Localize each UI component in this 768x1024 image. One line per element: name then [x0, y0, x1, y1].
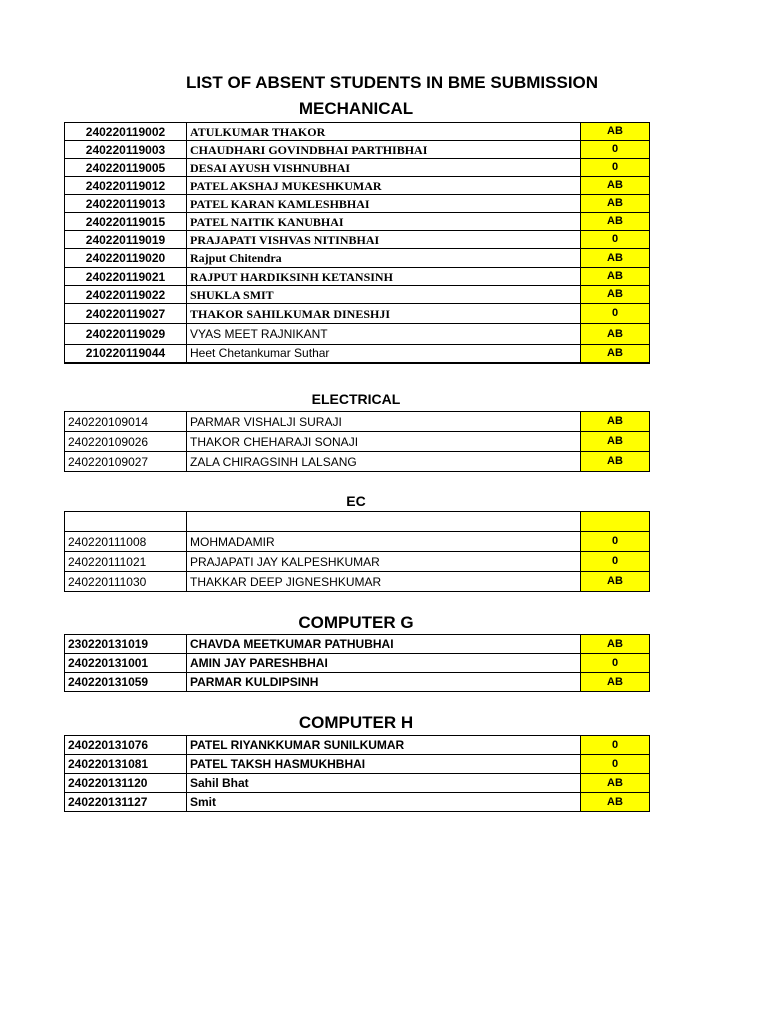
student-id-cell: 240220119013 — [65, 195, 187, 213]
status-cell: 0 — [581, 736, 650, 755]
electrical-table — [64, 411, 650, 472]
table-row — [65, 654, 650, 673]
student-name-cell: ZALA CHIRAGSINH LALSANG — [187, 452, 581, 472]
student-id-cell: 240220131081 — [65, 755, 187, 774]
table-row — [65, 774, 650, 793]
status-cell: AB — [581, 177, 650, 195]
status-cell: AB — [581, 195, 650, 213]
status-cell: AB — [581, 774, 650, 793]
student-name-cell: PATEL AKSHAJ MUKESHKUMAR — [187, 177, 581, 195]
student-id-cell — [65, 512, 187, 532]
status-cell: 0 — [581, 654, 650, 673]
student-id-cell: 240220131120 — [65, 774, 187, 793]
status-cell: AB — [581, 249, 650, 268]
table-row — [65, 432, 650, 452]
student-name-cell: CHAVDA MEETKUMAR PATHUBHAI — [187, 635, 581, 654]
student-name-cell: RAJPUT HARDIKSINH KETANSINH — [187, 268, 581, 286]
table-row — [65, 452, 650, 472]
student-name-cell: VYAS MEET RAJNIKANT — [187, 324, 581, 345]
student-id-cell: 240220119002 — [65, 123, 187, 141]
student-id-cell: 240220111030 — [65, 572, 187, 592]
student-name-cell: DESAI AYUSH VISHNUBHAI — [187, 159, 581, 177]
student-name-cell: ATULKUMAR THAKOR — [187, 123, 581, 141]
status-cell: 0 — [581, 141, 650, 159]
student-name-cell: CHAUDHARI GOVINDBHAI PARTHIBHAI — [187, 141, 581, 159]
student-name-cell: PRAJAPATI JAY KALPESHKUMAR — [187, 552, 581, 572]
table-row — [65, 159, 650, 177]
table-row — [65, 304, 650, 324]
student-name-cell: Sahil Bhat — [187, 774, 581, 793]
student-id-cell: 240220131127 — [65, 793, 187, 812]
table-row — [65, 345, 650, 363]
status-cell: AB — [581, 324, 650, 345]
status-cell — [581, 512, 650, 532]
table-row — [65, 736, 650, 755]
status-cell: 0 — [581, 532, 650, 552]
student-id-cell: 240220119003 — [65, 141, 187, 159]
section-heading-ec: EC — [346, 493, 366, 509]
status-cell: AB — [581, 673, 650, 692]
student-id-cell: 240220131001 — [65, 654, 187, 673]
student-id-cell: 240220111021 — [65, 552, 187, 572]
status-cell: AB — [581, 793, 650, 812]
status-cell: AB — [581, 268, 650, 286]
table-row — [65, 572, 650, 592]
status-cell: 0 — [581, 755, 650, 774]
status-cell: 0 — [581, 304, 650, 324]
status-cell: AB — [581, 452, 650, 472]
student-id-cell: 240220119020 — [65, 249, 187, 268]
status-cell: AB — [581, 572, 650, 592]
table-row — [65, 231, 650, 249]
table-row — [65, 123, 650, 141]
status-cell: AB — [581, 286, 650, 304]
student-id-cell: 240220111008 — [65, 532, 187, 552]
table-row — [65, 512, 650, 532]
student-id-cell: 240220131076 — [65, 736, 187, 755]
student-name-cell: PATEL KARAN KAMLESHBHAI — [187, 195, 581, 213]
student-name-cell: Rajput Chitendra — [187, 249, 581, 268]
student-id-cell: 240220119015 — [65, 213, 187, 231]
student-id-cell: 240220119029 — [65, 324, 187, 345]
table-row — [65, 532, 650, 552]
student-name-cell: MOHMADAMIR — [187, 532, 581, 552]
status-cell: 0 — [581, 231, 650, 249]
student-name-cell: PATEL RIYANKKUMAR SUNILKUMAR — [187, 736, 581, 755]
student-id-cell: 240220131059 — [65, 673, 187, 692]
student-id-cell: 240220119021 — [65, 268, 187, 286]
student-id-cell: 240220109026 — [65, 432, 187, 452]
student-name-cell: PATEL TAKSH HASMUKHBHAI — [187, 755, 581, 774]
table-row — [65, 268, 650, 286]
student-name-cell: PARMAR KULDIPSINH — [187, 673, 581, 692]
section-heading-computer-h: COMPUTER H — [298, 713, 414, 732]
student-name-cell: PARMAR VISHALJI SURAJI — [187, 412, 581, 432]
student-name-cell: THAKOR CHEHARAJI SONAJI — [187, 432, 581, 452]
student-id-cell: 240220109027 — [65, 452, 187, 472]
student-name-cell — [187, 512, 581, 532]
table-row — [65, 412, 650, 432]
section-heading-mechanical: MECHANICAL — [298, 99, 414, 118]
table-row — [65, 755, 650, 774]
student-id-cell: 240220109014 — [65, 412, 187, 432]
table-row — [65, 249, 650, 268]
student-name-cell: THAKOR SAHILKUMAR DINESHJI — [187, 304, 581, 324]
student-id-cell: 230220131019 — [65, 635, 187, 654]
table-row — [65, 286, 650, 304]
table-row — [65, 177, 650, 195]
student-id-cell: 240220119019 — [65, 231, 187, 249]
status-cell: AB — [581, 213, 650, 231]
student-name-cell: Heet Chetankumar Suthar — [187, 345, 581, 363]
status-cell: AB — [581, 345, 650, 363]
student-name-cell: PATEL NAITIK KANUBHAI — [187, 213, 581, 231]
table-row — [65, 141, 650, 159]
table-row — [65, 635, 650, 654]
ec-table — [64, 511, 650, 592]
student-id-cell: 240220119012 — [65, 177, 187, 195]
status-cell: AB — [581, 635, 650, 654]
status-cell: 0 — [581, 159, 650, 177]
student-name-cell: PRAJAPATI VISHVAS NITINBHAI — [187, 231, 581, 249]
student-name-cell: THAKKAR DEEP JIGNESHKUMAR — [187, 572, 581, 592]
computer-h-table — [64, 735, 650, 812]
table-row — [65, 324, 650, 345]
status-cell: AB — [581, 412, 650, 432]
computer-g-table — [64, 634, 650, 692]
student-name-cell: Smit — [187, 793, 581, 812]
section-heading-computer-g: COMPUTER G — [298, 613, 414, 632]
table-row — [65, 552, 650, 572]
student-id-cell: 240220119022 — [65, 286, 187, 304]
status-cell: AB — [581, 432, 650, 452]
table-row — [65, 213, 650, 231]
mechanical-table — [64, 122, 650, 364]
student-id-cell: 240220119027 — [65, 304, 187, 324]
student-name-cell: SHUKLA SMIT — [187, 286, 581, 304]
student-id-cell: 210220119044 — [65, 345, 187, 363]
table-row — [65, 195, 650, 213]
table-row — [65, 793, 650, 812]
section-heading-electrical: ELECTRICAL — [311, 391, 401, 407]
student-name-cell: AMIN JAY PARESHBHAI — [187, 654, 581, 673]
document-title: LIST OF ABSENT STUDENTS IN BME SUBMISSION — [185, 73, 599, 92]
status-cell: 0 — [581, 552, 650, 572]
table-row — [65, 673, 650, 692]
student-id-cell: 240220119005 — [65, 159, 187, 177]
status-cell: AB — [581, 123, 650, 141]
